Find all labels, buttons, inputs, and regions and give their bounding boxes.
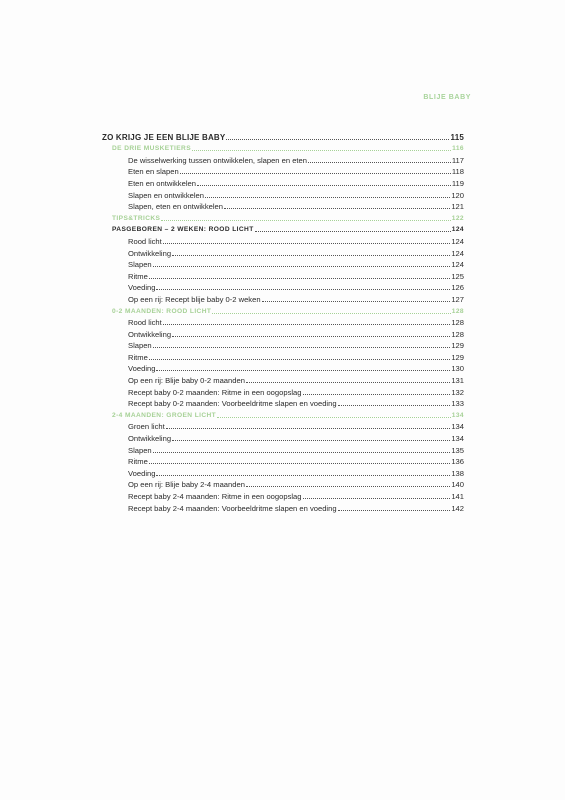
toc-entry-title: Slapen: [128, 260, 152, 270]
dot-leader: [156, 369, 450, 371]
toc-entry-page-number: 128: [451, 318, 464, 328]
toc-entry-title: Recept baby 0-2 maanden: Ritme in een oogopslag: [128, 387, 302, 397]
toc-entry-page-number: 117: [451, 155, 464, 165]
toc-entry: [102, 165, 464, 177]
toc-entry-page-number: 138: [451, 468, 464, 478]
toc-entry-title: Op een rij: Recept blije baby 0-2 weken: [128, 294, 261, 304]
toc-entry-title: DE DRIE MUSKETIERS: [112, 145, 192, 153]
dot-leader: [262, 300, 451, 302]
toc-entry-title: Slapen: [128, 341, 152, 351]
toc-entry: [102, 316, 464, 328]
toc-entry-title: Voeding: [128, 468, 156, 478]
toc-entry-title: Ontwikkeling: [128, 329, 172, 339]
dot-leader: [172, 254, 450, 256]
toc-entry: [102, 130, 464, 142]
toc-entry-title: Slapen en ontwikkelen: [128, 190, 204, 200]
toc-entry-page-number: 129: [451, 352, 464, 362]
running-header: BLIJE BABY: [423, 94, 471, 101]
toc-entry-title: Eten en slapen: [128, 167, 179, 177]
toc-entry-page-number: 118: [451, 167, 464, 177]
toc-entry: [102, 455, 464, 467]
dot-leader: [338, 509, 451, 511]
dot-leader: [217, 416, 451, 418]
dot-leader: [163, 323, 451, 325]
toc-entry-title: Recept baby 0-2 maanden: Voorbeeldritme slapen en voeding: [128, 399, 337, 409]
toc-entry-title: Ritme: [128, 271, 148, 281]
toc-entry-page-number: 133: [451, 399, 464, 409]
toc-entry: [102, 234, 464, 246]
toc-entry: [102, 408, 464, 420]
toc-entry-title: Ontwikkeling: [128, 248, 172, 258]
toc-entry: [102, 153, 464, 165]
toc-entry-title: Op een rij: Blije baby 0-2 maanden: [128, 376, 245, 386]
toc-entry: [102, 269, 464, 281]
toc-entry-page-number: 135: [451, 445, 464, 455]
toc-entry: [102, 281, 464, 293]
dot-leader: [224, 207, 450, 209]
dot-leader: [156, 474, 450, 476]
toc-entry-page-number: 134: [451, 434, 464, 444]
toc-entry-title: 2-4 MAANDEN: GROEN LICHT: [112, 411, 217, 419]
toc-entry: [102, 176, 464, 188]
dot-leader: [149, 358, 450, 360]
toc-entry-page-number: 124: [451, 236, 464, 246]
toc-entry-page-number: 115: [450, 132, 464, 142]
dot-leader: [303, 497, 451, 499]
dot-leader: [166, 427, 451, 429]
dot-leader: [255, 230, 451, 232]
dot-leader: [163, 242, 451, 244]
toc-entry-page-number: 119: [451, 178, 464, 188]
dot-leader: [197, 184, 451, 186]
toc-entry-page-number: 136: [451, 457, 464, 467]
dot-leader: [161, 219, 450, 221]
dot-leader: [156, 288, 450, 290]
toc-entry-title: De wisselwerking tussen ontwikkelen, slapen en eten: [128, 155, 307, 165]
toc-entry-page-number: 129: [451, 341, 464, 351]
dot-leader: [153, 451, 451, 453]
toc-entry: [102, 373, 464, 385]
dot-leader: [205, 196, 450, 198]
toc-entry: [102, 501, 464, 513]
toc-entry-title: Ritme: [128, 457, 148, 467]
toc-entry: [102, 292, 464, 304]
dot-leader: [172, 335, 450, 337]
toc-entry: [102, 142, 464, 154]
toc-entry: [102, 188, 464, 200]
dot-leader: [180, 172, 451, 174]
toc-entry: [102, 339, 464, 351]
dot-leader: [308, 161, 451, 163]
dot-leader: [172, 439, 450, 441]
toc-entry-title: Recept baby 2-4 maanden: Voorbeeldritme slapen en voeding: [128, 503, 337, 513]
toc-entry-page-number: 142: [451, 503, 464, 513]
toc-entry-page-number: 124: [451, 226, 464, 234]
toc-entry: [102, 420, 464, 432]
toc-entry: [102, 443, 464, 455]
toc-entry-page-number: 121: [451, 202, 464, 212]
toc-entry-page-number: 127: [451, 294, 464, 304]
dot-leader: [246, 381, 450, 383]
dot-leader: [153, 265, 451, 267]
toc-entry: [102, 350, 464, 362]
table-of-contents: [102, 130, 464, 513]
toc-entry: [102, 478, 464, 490]
dot-leader: [149, 462, 450, 464]
toc-entry: [102, 362, 464, 374]
toc-entry-title: Voeding: [128, 283, 156, 293]
toc-entry-page-number: 141: [451, 492, 464, 501]
toc-entry-title: TIPS&TRICKS: [112, 214, 161, 222]
dot-leader: [192, 149, 451, 151]
toc-entry-title: Ontwikkeling: [128, 434, 172, 444]
toc-entry: [102, 431, 464, 443]
toc-entry-page-number: 125: [451, 271, 464, 281]
toc-entry-page-number: 126: [451, 283, 464, 293]
toc-entry-page-number: 132: [451, 387, 464, 397]
toc-entry-page-number: 134: [451, 422, 464, 432]
toc-entry-title: Op een rij: Blije baby 2-4 maanden: [128, 480, 245, 490]
toc-entry-page-number: 128: [451, 329, 464, 339]
toc-entry-page-number: 124: [451, 260, 464, 270]
toc-entry-title: Groen licht: [128, 422, 165, 432]
toc-entry-page-number: 140: [451, 480, 464, 490]
toc-entry: [102, 385, 464, 397]
toc-entry-title: Rood licht: [128, 318, 162, 328]
toc-entry: [102, 246, 464, 258]
toc-entry: [102, 327, 464, 339]
toc-entry: [102, 397, 464, 409]
toc-entry-page-number: 131: [451, 376, 464, 386]
dot-leader: [149, 277, 450, 279]
toc-entry: [102, 489, 464, 501]
toc-entry-title: PASGEBOREN – 2 WEKEN: ROOD LICHT: [112, 226, 254, 234]
toc-entry-title: Recept baby 2-4 maanden: Ritme in een oogopslag: [128, 492, 302, 501]
toc-entry: [102, 258, 464, 270]
toc-entry-page-number: 120: [451, 190, 464, 200]
toc-entry-title: Voeding: [128, 364, 156, 374]
toc-entry-title: Slapen: [128, 445, 152, 455]
dot-leader: [303, 393, 451, 395]
toc-entry-page-number: 116: [452, 145, 464, 153]
dot-leader: [246, 485, 450, 487]
dot-leader: [212, 312, 450, 314]
toc-entry: [102, 304, 464, 316]
toc-entry-title: Slapen, eten en ontwikkelen: [128, 202, 223, 212]
toc-entry: [102, 466, 464, 478]
toc-entry-title: Ritme: [128, 352, 148, 362]
dot-leader: [153, 346, 451, 348]
dot-leader: [338, 404, 451, 406]
toc-entry-page-number: 128: [451, 307, 464, 315]
toc-entry-page-number: 124: [451, 248, 464, 258]
toc-entry: [102, 223, 464, 235]
toc-entry: [102, 200, 464, 212]
dot-leader: [226, 138, 449, 140]
toc-entry-title: 0-2 MAANDEN: ROOD LICHT: [112, 307, 212, 315]
toc-entry-title: Eten en ontwikkelen: [128, 178, 196, 188]
toc-entry-page-number: 122: [451, 214, 464, 222]
toc-entry: [102, 211, 464, 223]
toc-entry-page-number: 130: [451, 364, 464, 374]
toc-entry-title: ZO KRIJG JE EEN BLIJE BABY: [102, 132, 226, 142]
toc-entry-page-number: 134: [451, 411, 464, 419]
toc-entry-title: Rood licht: [128, 236, 162, 246]
